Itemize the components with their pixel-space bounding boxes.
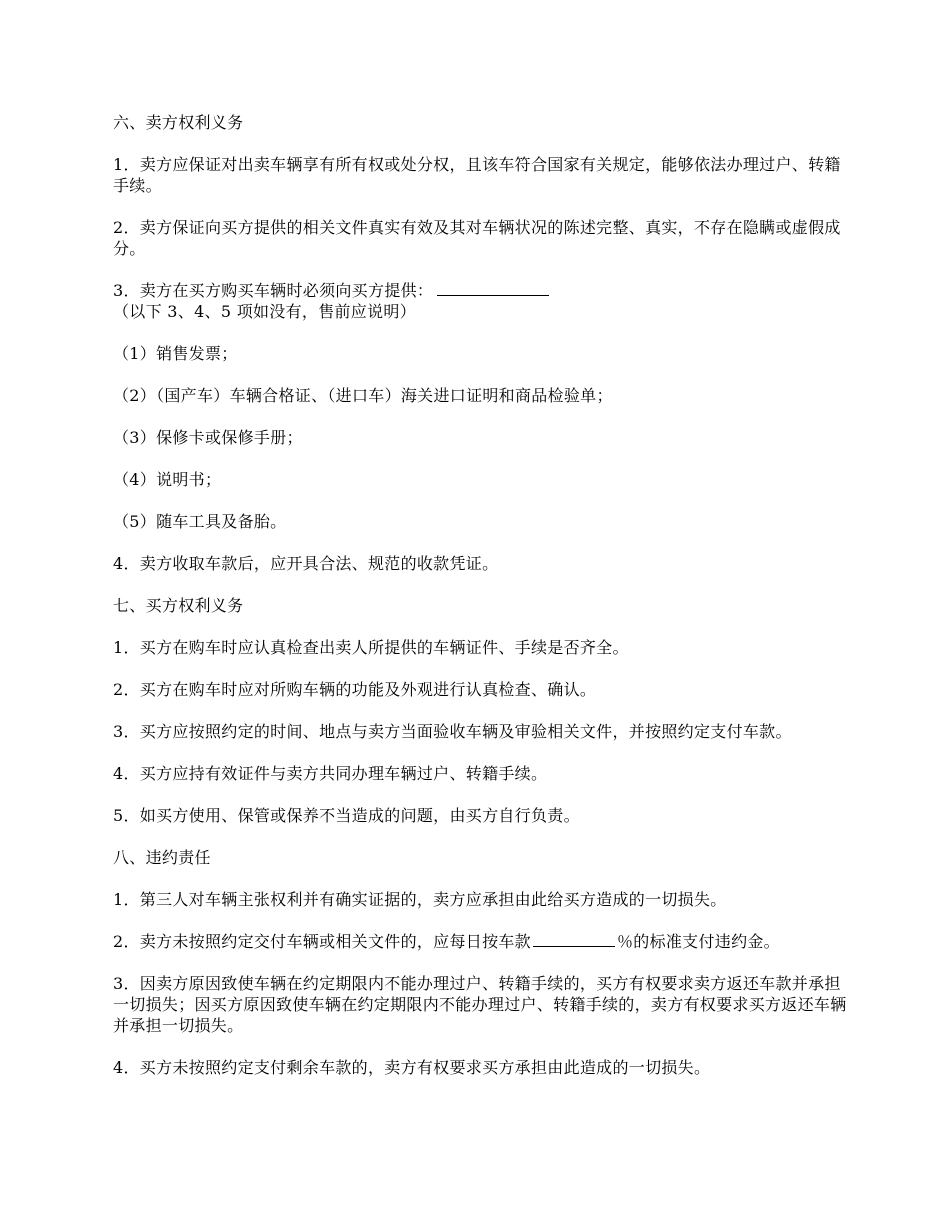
seller-clause-1: 1．卖方应保证对出卖车辆享有所有权或处分权，且该车符合国家有关规定，能够依法办理过户、转籍手续。: [113, 155, 841, 195]
section-heading-breach: 八、违约责任: [113, 848, 211, 867]
breach-clause-2: [113, 931, 850, 952]
breach-clause-1: 1．第三人对车辆主张权利并有确实证据的，卖方应承担由此给买方造成的一切损失。: [113, 890, 727, 909]
document-item-3: （3）保修卡或保修手册；: [113, 428, 303, 447]
seller-clause-3-lead: 3．卖方在买方购买车辆时必须向买方提供：: [113, 281, 434, 300]
document-item-2: （2）（国产车）车辆合格证、（进口车）海关进口证明和商品检验单；: [113, 386, 613, 405]
breach-clause-3: 3．因卖方原因致使车辆在约定期限内不能办理过户、转籍手续的，买方有权要求卖方返还车款并承担一切损失；因买方原因致使车辆在约定期限内不能办理过户、转籍手续的，卖方有权要求买方返还车辆并承担一切损失。: [113, 974, 847, 1035]
document-item-4: （4）说明书；: [113, 470, 222, 489]
buyer-clause-5: 5．如买方使用、保管或保养不当造成的问题，由买方自行负责。: [113, 806, 580, 825]
seller-clause-4: 4．卖方收取车款后，应开具合法、规范的收款凭证。: [113, 554, 499, 573]
fill-in-blank-documents[interactable]: [437, 281, 549, 296]
buyer-clause-1: 1．买方在购车时应认真检查出卖人所提供的车辆证件、手续是否齐全。: [113, 638, 629, 657]
document-item-5: （5）随车工具及备胎。: [113, 512, 287, 531]
fill-in-blank-penalty-rate[interactable]: [533, 932, 615, 947]
breach-clause-4: 4．买方未按照约定支付剩余车款的，卖方有权要求买方承担由此造成的一切损失。: [113, 1058, 711, 1077]
document-item-1: （1）销售发票；: [113, 344, 238, 363]
breach-clause-2-tail: ％的标准支付违约金。: [616, 932, 780, 951]
buyer-clause-2: 2．买方在购车时应对所购车辆的功能及外观进行认真检查、确认。: [113, 680, 597, 699]
breach-clause-2-lead: 2．卖方未按照约定交付车辆或相关文件的，应每日按车款: [113, 932, 531, 951]
contract-page: [113, 112, 850, 1099]
buyer-clause-3: 3．买方应按照约定的时间、地点与卖方当面验收车辆及审验相关文件，并按照约定支付车款。: [113, 722, 792, 741]
section-heading-seller: 六、卖方权利义务: [113, 113, 244, 132]
seller-clause-3: [113, 280, 850, 322]
seller-clause-2: 2．卖方保证向买方提供的相关文件真实有效及其对车辆状况的陈述完整、真实，不存在隐瞒或虚假成分。: [113, 218, 841, 258]
section-heading-buyer: 七、买方权利义务: [113, 596, 244, 615]
buyer-clause-4: 4．买方应持有效证件与卖方共同办理车辆过户、转籍手续。: [113, 764, 548, 783]
seller-clause-3-note: （以下 3、4、5 项如没有，售前应说明）: [113, 302, 417, 321]
